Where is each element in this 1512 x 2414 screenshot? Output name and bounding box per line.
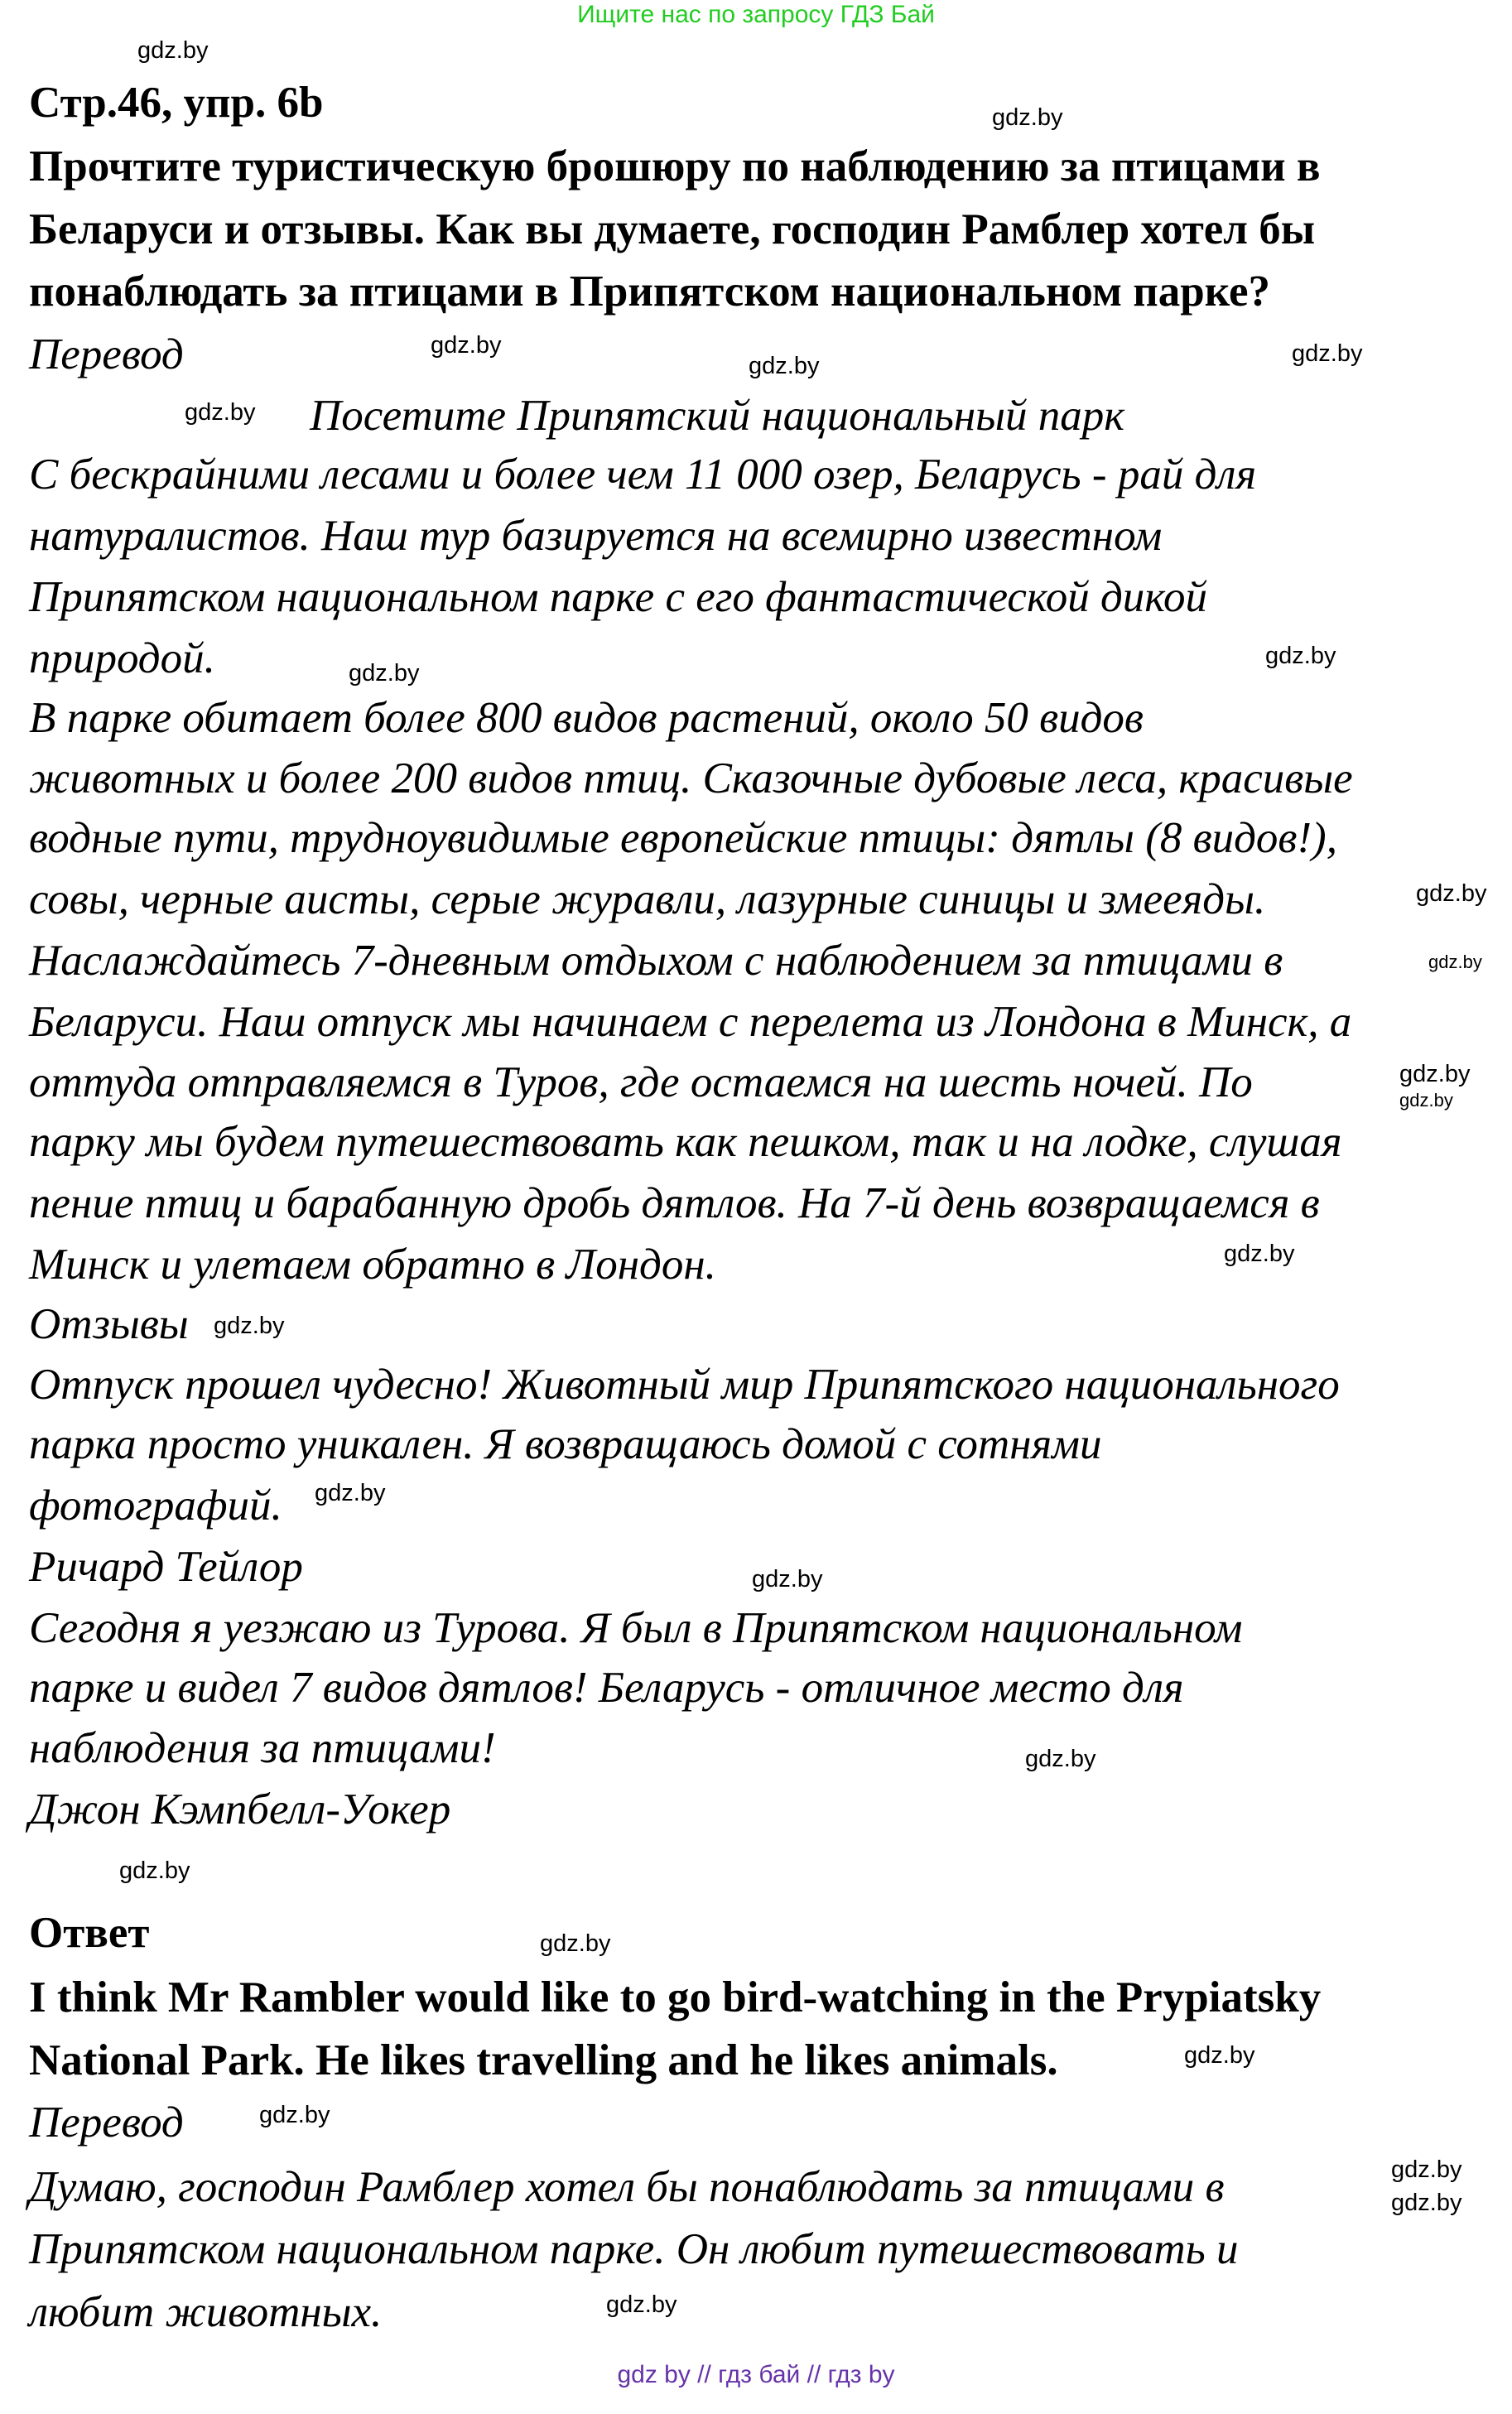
brochure-title: Посетите Припятский национальный парк	[310, 392, 1125, 440]
review-line: Отпуск прошел чудесно! Животный мир Припятского национального	[29, 1361, 1340, 1409]
watermark: gdz.by	[119, 1857, 190, 1884]
brochure-line: С бескрайними лесами и более чем 11 000 озер, Беларусь - рай для	[29, 451, 1257, 499]
brochure-line: водные пути, трудноувидимые европейские птицы: дятлы (8 видов!),	[29, 814, 1337, 862]
brochure-line: Минск и улетаем обратно в Лондон.	[29, 1241, 716, 1289]
answer-line: I think Mr Rambler would like to go bird-watching in the Prypiatsky	[29, 1973, 1322, 2021]
brochure-line: Беларуси. Наш отпуск мы начинаем с перелета из Лондона в Минск, а	[29, 998, 1352, 1046]
brochure-line: Наслаждайтесь 7-дневным отдыхом с наблюдением за птицами в	[29, 937, 1283, 985]
watermark: gdz.by	[1399, 1061, 1471, 1087]
answer-line: National Park. He likes travelling and he likes animals.	[29, 2036, 1058, 2084]
watermark: gdz.by	[1184, 2042, 1255, 2069]
watermark: gdz.by	[606, 2291, 677, 2318]
reviews-label: Отзывы	[29, 1300, 189, 1348]
brochure-line: животных и более 200 видов птиц. Сказочные дубовые леса, красивые	[29, 754, 1353, 802]
answer-label: Ответ	[29, 1909, 150, 1957]
watermark: gdz.by	[540, 1930, 611, 1957]
brochure-line: оттуда отправляемся в Туров, где остаемся на шесть ночей. По	[29, 1058, 1253, 1106]
watermark: gdz.by	[431, 332, 502, 359]
brochure-line: природой.	[29, 634, 215, 682]
task-line: Прочтите туристическую брошюру по наблюдению за птицами в	[29, 142, 1321, 190]
brochure-line: пение птиц и барабанную дробь дятлов. На 7-й день возвращаемся в	[29, 1179, 1320, 1227]
watermark: gdz.by	[1416, 880, 1487, 907]
watermark: gdz.by	[1025, 1746, 1096, 1772]
watermark: gdz.by	[1428, 952, 1482, 972]
brochure-line: парку мы будем путешествовать как пешком, так и на лодке, слушая	[29, 1118, 1342, 1166]
answer-translation-line: любит животных.	[29, 2288, 383, 2336]
watermark: gdz.by	[1399, 1090, 1453, 1111]
watermark: gdz.by	[749, 353, 820, 379]
watermark: gdz.by	[1391, 2156, 1462, 2183]
search-banner[interactable]: Ищите нас по запросу ГДЗ Бай	[577, 1, 935, 28]
brochure-line: натуралистов. Наш тур базируется на всемирно известном	[29, 512, 1163, 560]
review-line: парка просто уникален. Я возвращаюсь домой с сотнями	[29, 1420, 1102, 1468]
watermark: gdz.by	[185, 399, 256, 426]
watermark: gdz.by	[992, 104, 1063, 131]
watermark: gdz.by	[137, 37, 209, 64]
brochure-line: Припятском национальном парке с его фантастической дикой	[29, 573, 1208, 621]
review-line: наблюдения за птицами!	[29, 1724, 496, 1772]
watermark: gdz.by	[1224, 1241, 1295, 1267]
watermark: gdz.by	[349, 660, 420, 687]
watermark: gdz.by	[1292, 340, 1363, 367]
watermark: gdz.by	[752, 1566, 823, 1592]
page-title: Стр.46, упр. 6b	[29, 79, 324, 127]
review-author: Джон Кэмпбелл-Уокер	[29, 1785, 451, 1833]
watermark: gdz.by	[259, 2102, 330, 2128]
answer-translation-line: Думаю, господин Рамблер хотел бы понаблюдать за птицами в	[29, 2163, 1225, 2211]
review-line: фотографий.	[29, 1482, 282, 1530]
watermark: gdz.by	[1265, 643, 1336, 669]
brochure-line: совы, черные аисты, серые журавли, лазурные синицы и змееяды.	[29, 875, 1266, 923]
task-line: Беларуси и отзывы. Как вы думаете, господин Рамблер хотел бы	[29, 205, 1316, 253]
footer-links[interactable]: gdz by // гдз бай // гдз by	[617, 2361, 895, 2388]
watermark: gdz.by	[1391, 2190, 1462, 2216]
review-line: Сегодня я уезжаю из Турова. Я был в Припятском национальном	[29, 1604, 1243, 1652]
answer-translation-label: Перевод	[29, 2098, 184, 2147]
review-line: парке и видел 7 видов дятлов! Беларусь - отличное место для	[29, 1664, 1184, 1712]
watermark: gdz.by	[315, 1480, 386, 1506]
brochure-line: В парке обитает более 800 видов растений, около 50 видов	[29, 694, 1144, 742]
answer-translation-line: Припятском национальном парке. Он любит путешествовать и	[29, 2225, 1239, 2273]
translation-label: Перевод	[29, 330, 184, 378]
task-line: понаблюдать за птицами в Припятском национальном парке?	[29, 267, 1271, 316]
watermark: gdz.by	[214, 1313, 285, 1339]
review-author: Ричард Тейлор	[29, 1543, 303, 1591]
